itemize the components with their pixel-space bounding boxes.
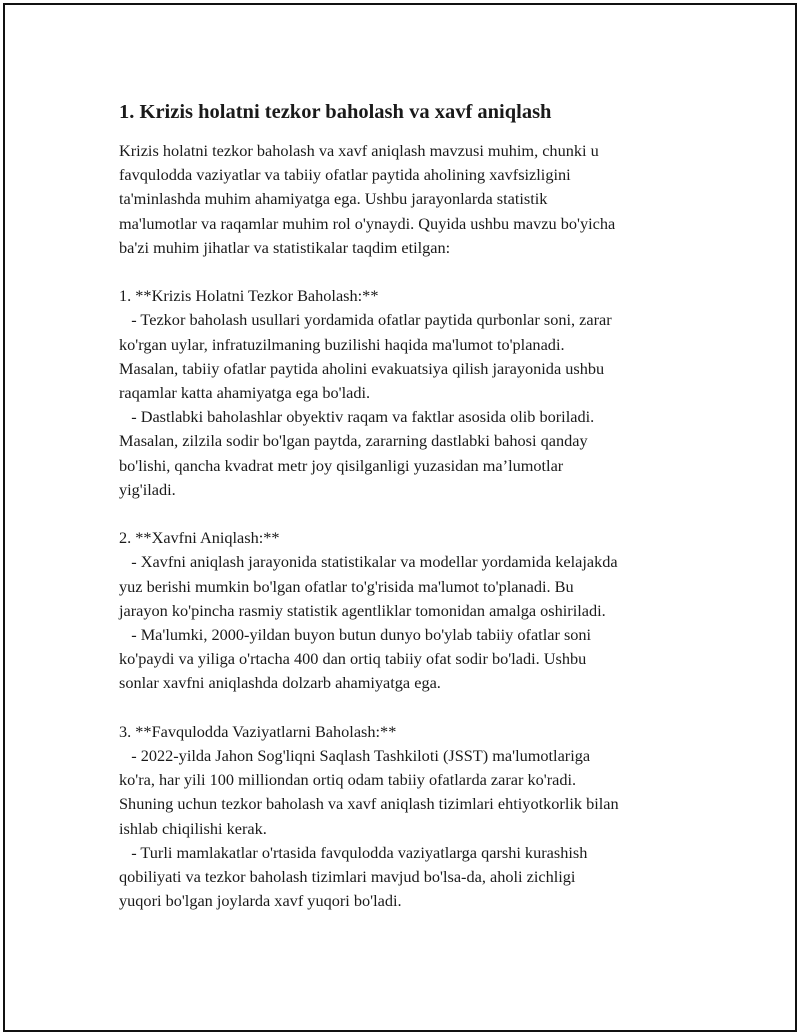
text-line: yuqori bo'lgan joylarda xavf yuqori bo'ladi. bbox=[119, 891, 402, 911]
text-line: Masalan, tabiiy ofatlar paytida aholini evakuatsiya qilish jarayonida ushbu bbox=[119, 358, 605, 378]
text-line: ko'paydi va yiliga o'rtacha 400 dan ortiq tabiiy ofat sodir bo'ladi. Ushbu bbox=[119, 649, 587, 669]
document-title: 1. Krizis holatni tezkor baholash va xavf aniqlash bbox=[119, 101, 552, 123]
text-line: ba'zi muhim jihatlar va statistikalar taqdim etilgan: bbox=[119, 237, 451, 257]
text-line: - Xavfni aniqlash jarayonida statistikalar va modellar yordamida kelajakda bbox=[119, 552, 618, 572]
section-heading: 1. **Krizis Holatni Tezkor Baholash:** bbox=[119, 286, 379, 306]
text-line: - Dastlabki baholashlar obyektiv raqam va faktlar asosida olib boriladi. bbox=[119, 407, 595, 427]
text-line: ishlab chiqilishi kerak. bbox=[119, 818, 267, 838]
text-line: - Ma'lumki, 2000-yildan buyon butun dunyo bo'ylab tabiiy ofatlar soni bbox=[119, 625, 592, 645]
text-line: - Turli mamlakatlar o'rtasida favqulodda vaziyatlarga qarshi kurashish bbox=[119, 842, 588, 862]
section-heading: 3. **Favqulodda Vaziyatlarni Baholash:** bbox=[119, 721, 397, 741]
text-line: ma'lumotlar va raqamlar muhim rol o'ynaydi. Quyida ushbu mavzu bo'yicha bbox=[119, 213, 616, 233]
text-line: - Tezkor baholash usullari yordamida ofatlar paytida qurbonlar soni, zarar bbox=[119, 310, 612, 330]
paragraph-gap bbox=[119, 502, 719, 526]
paragraph-gap bbox=[119, 260, 719, 284]
text-line: qobiliyati va tezkor baholash tizimlari mavjud bo'lsa-da, aholi zichligi bbox=[119, 867, 576, 887]
text-line: ko'ra, har yili 100 milliondan ortiq odam tabiiy ofatlarda zarar ko'radi. bbox=[119, 770, 577, 790]
document-body bbox=[119, 99, 719, 913]
section-2 bbox=[119, 526, 719, 695]
page-frame bbox=[3, 3, 797, 1032]
text-line: Masalan, zilzila sodir bo'lgan paytda, zararning dastlabki bahosi qanday bbox=[119, 431, 588, 451]
text-line: sonlar xavfni aniqlashda dolzarb ahamiyatga ega. bbox=[119, 673, 441, 693]
section-1 bbox=[119, 284, 719, 502]
text-line: yig'iladi. bbox=[119, 479, 176, 499]
section-3 bbox=[119, 720, 719, 914]
paragraph-gap bbox=[119, 696, 719, 720]
text-line: ta'minlashda muhim ahamiyatga ega. Ushbu jarayonlarda statistik bbox=[119, 189, 548, 209]
text-line: yuz berishi mumkin bo'lgan ofatlar to'g'risida ma'lumot to'planadi. Bu bbox=[119, 576, 574, 596]
text-line: Krizis holatni tezkor baholash va xavf aniqlash mavzusi muhim, chunki u bbox=[119, 141, 599, 160]
text-line: ko'rgan uylar, infratuzilmaning buzilishi haqida ma'lumot to'planadi. bbox=[119, 334, 565, 354]
section-heading: 2. **Xavfni Aniqlash:** bbox=[119, 528, 280, 548]
text-line: bo'lishi, qancha kvadrat metr joy qisilganligi yuzasidan ma’lumotlar bbox=[119, 455, 564, 475]
text-line: - 2022-yilda Jahon Sog'liqni Saqlash Tashkiloti (JSST) ma'lumotlariga bbox=[119, 746, 591, 766]
text-line: jarayon ko'pincha rasmiy statistik agentliklar tomonidan amalga oshiriladi. bbox=[119, 600, 606, 620]
text-line: favqulodda vaziyatlar va tabiiy ofatlar paytida aholining xavfsizligini bbox=[119, 165, 571, 185]
intro-paragraph bbox=[119, 139, 719, 260]
text-line: raqamlar katta ahamiyatga ega bo'ladi. bbox=[119, 383, 371, 403]
text-line: Shuning uchun tezkor baholash va xavf aniqlash tizimlari ehtiyotkorlik bilan bbox=[119, 794, 619, 814]
